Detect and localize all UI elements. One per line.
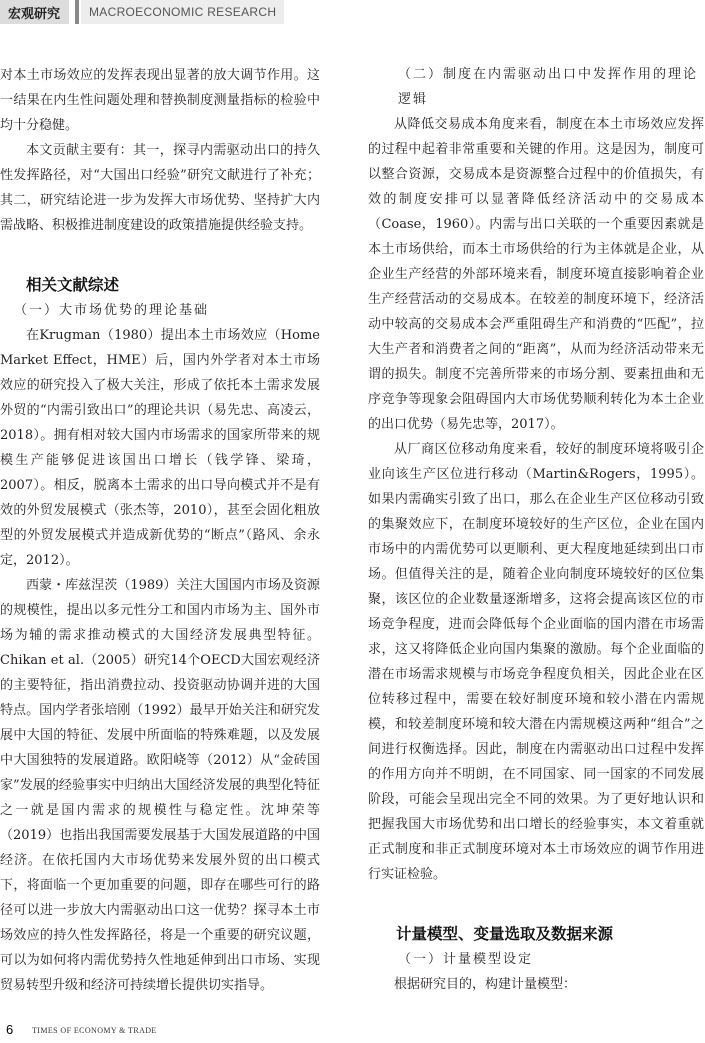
left-column <box>0 63 320 998</box>
journal-title: TIMES OF ECONOMY & TRADE <box>32 1026 157 1035</box>
paragraph: 从厂商区位移动角度来看，较好的制度环境将吸引企业向该生产区位进行移动（Martin&Rogers，1995）。如果内需确实引致了出口，那么在企业生产区位移动引致的集聚效应下，在制度环境较好的生产区位，企业在国内市场中的内需优势可以更顺利、更大程度地延续到出口市场。但值得关注的是，随着企业向制度环境较好的区位集聚，该区位的企业数量逐渐增多，这将会提高该区位的市场竞争程度，进而会降低每个企业面临的国内潜在市场需求，这又将降低企业向国内集聚的激励。每个企业面临的潜在市场需求规模与市场竞争程度负相关，因此企业在区位转移过程中，需要在较好制度环境和较小潜在内需规模，和较差制度环境和较大潜在内需规模这两种“组合”之间进行权衡选择。因此，制度在内需驱动出口过程中发挥的作用方向并不明朗，在不同国家、同一国家的不同发展阶段，可能会呈现出完全不同的效果。为了更好地认识和把握我国大市场优势和出口增长的经验事实，本文着重就正式制度和非正式制度环境对本土市场效应的调节作用进行实证检验。 <box>368 442 704 882</box>
subsection-heading: （二）制度在内需驱动出口中发挥作用的理论逻辑 <box>398 67 699 107</box>
section-subtitle: MACROECONOMIC RESEARCH <box>81 0 284 24</box>
subsection-heading: （一）计量模型设定 <box>398 952 534 967</box>
spacer <box>368 887 704 923</box>
paragraph: 从降低交易成本角度来看，制度在本土市场效应发挥的过程中起着非常重要和关键的作用。这是因为，制度可以整合资源，交易成本是资源整合过程中的价值损失，有效的制度安排可以显著降低经济活动中的交易成本（Coase，1960）。内需与出口关联的一个重要因素就是本土市场供给，而本土市场供给的行为主体就是企业，从企业生产经营的外部环境来看，制度环境直接影响着企业生产经营活动的交易成本。在较差的制度环境下，经济活动中较高的交易成本会严重阻碍生产和消费的“匹配”，拉大生产者和消费者之间的“距离”，从而为经济活动带来无谓的损失。制度不完善所带来的市场分割、要素扭曲和无序竞争等现象会阻碍国内大市场优势顺利转化为本土企业的出口优势（易先忠等，2017）。 <box>368 117 704 432</box>
right-column <box>368 62 704 997</box>
page-number: 6 <box>6 1022 14 1037</box>
paragraph: 根据研究目的，构建计量模型： <box>394 977 577 992</box>
spacer <box>0 238 320 274</box>
subsection-heading: （一）大市场优势的理论基础 <box>14 303 210 318</box>
paragraph: 本文贡献主要有：其一，探寻内需驱动出口的持久性发挥路径，对“大国出口经验”研究文献进行了补充；其二，研究结论进一步为发挥大市场优势、坚持扩大内需战略、积极推进制度建设的政策措施提供经验支持。 <box>0 143 320 233</box>
paragraph: 对本土市场效应的发挥表现出显著的放大调节作用。这一结果在内生性问题处理和替换制度测量指标的检验中均十分稳健。 <box>0 68 320 133</box>
paragraph: 西蒙・库兹涅茨（1989）关注大国国内市场及资源的规模性，提出以多元性分工和国内市场为主、国外市场为辅的需求推动模式的大国经济发展典型特征。Chikan et al.（2005）研究14个OECD大国宏观经济的主要特征，指出消费拉动、投资驱动协调并进的大国特点。国内学者张培刚（1992）最早开始关注和研究发展中大国的特征、发展中所面临的特殊难题，以及发展中大国独特的发展道路。欧阳峣等（2012）从“金砖国家”发展的经验事实中归纳出大国经济发展的典型化特征之一就是国内需求的规模性与稳定性。沈坤荣等（2019）也指出我国需要发展基于大国发展道路的中国经济。在依托国内大市场优势来发展外贸的出口模式下，将面临一个更加重要的问题，即存在哪些可行的路径可以进一步放大内需驱动出口这一优势？探寻本土市场效应的持久性发挥路径，将是一个重要的研究议题，可以为如何将内需优势持久性地延伸到出口市场、实现贸易转型升级和经济可持续增长提供切实指导。 <box>0 578 320 993</box>
header-divider <box>75 0 79 24</box>
section-tag: 宏观研究 <box>0 0 69 24</box>
section-heading-literature: 相关文献综述 <box>26 276 120 294</box>
paragraph: 在Krugman（1980）提出本土市场效应（Home Market Effect，HME）后，国内外学者对本土市场效应的研究投入了极大关注，形成了依托本土需求发展外贸的“内需引致出口”的理论共识（易先忠、高凌云，2018）。拥有相对较大国内市场需求的国家所带来的规模生产能够促进该国出口增长（钱学锋、梁琦，2007）。相反，脱离本土需求的出口导向模式并不是有效的外贸发展模式（张杰等，2010），甚至会固化粗放型的外贸发展模式并造成新优势的“断点”（路风、余永定，2012）。 <box>0 328 320 568</box>
section-heading-model: 计量模型、变量选取及数据来源 <box>396 925 614 943</box>
